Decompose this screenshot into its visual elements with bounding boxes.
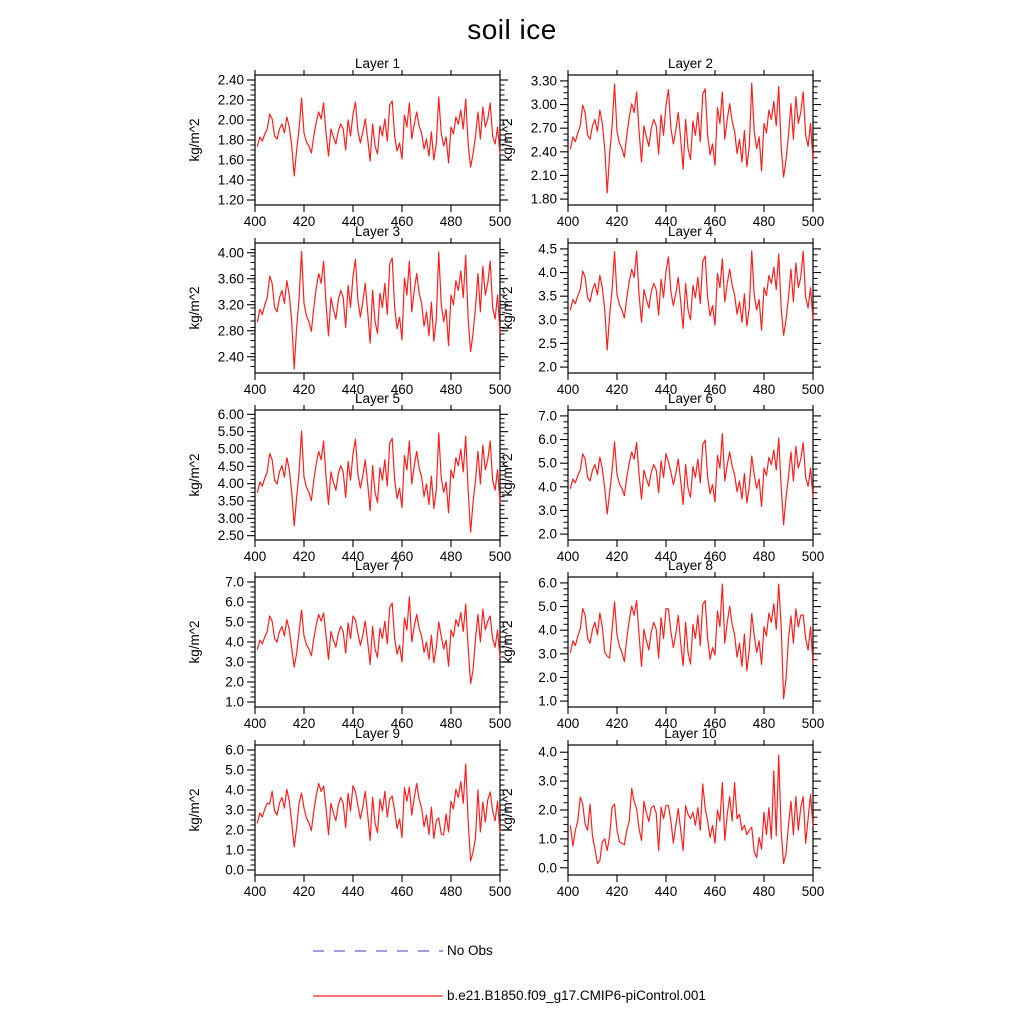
tick-label: 460 xyxy=(390,214,414,229)
panel-title: Layer 8 xyxy=(667,558,714,573)
tick-label: 480 xyxy=(752,382,776,397)
tick-label: 2.40 xyxy=(530,144,557,160)
tick-label: 420 xyxy=(605,716,629,731)
tick-label: 6.0 xyxy=(225,594,244,610)
tick-label: 5.0 xyxy=(225,614,244,630)
tick-label: 500 xyxy=(801,884,825,899)
tick-label: 480 xyxy=(439,716,463,731)
tick-label: 4.0 xyxy=(538,622,557,638)
y-axis-label: kg/m^2 xyxy=(187,453,202,497)
tick-label: 6.0 xyxy=(538,432,557,448)
tick-label: 3.30 xyxy=(530,73,557,89)
tick-label: 3.0 xyxy=(225,802,244,818)
tick-label: 4.50 xyxy=(217,458,244,474)
panel-title: Layer 4 xyxy=(667,224,714,239)
tick-label: 440 xyxy=(341,382,365,397)
panel-title: Layer 2 xyxy=(667,56,714,71)
tick-label: 2.40 xyxy=(217,349,244,365)
tick-label: 460 xyxy=(703,214,727,229)
tick-label: 3.60 xyxy=(217,271,244,287)
tick-label: 400 xyxy=(556,884,580,899)
y-axis-label: kg/m^2 xyxy=(187,286,202,330)
tick-label: 480 xyxy=(752,884,776,899)
tick-label: 4.5 xyxy=(538,241,557,257)
tick-label: 400 xyxy=(243,382,267,397)
tick-label: 400 xyxy=(556,716,580,731)
tick-label: 0.0 xyxy=(225,862,244,878)
tick-label: 480 xyxy=(439,884,463,899)
tick-label: 1.60 xyxy=(217,152,244,168)
series-line xyxy=(257,597,500,684)
plot-frame xyxy=(255,745,500,875)
plot-frame xyxy=(255,243,500,373)
tick-label: 460 xyxy=(703,549,727,564)
tick-label: 500 xyxy=(488,716,512,731)
tick-label: 460 xyxy=(390,382,414,397)
tick-label: 5.0 xyxy=(225,762,244,778)
y-axis-label: kg/m^2 xyxy=(500,788,515,832)
panel-title: Layer 9 xyxy=(354,726,401,741)
tick-label: 1.80 xyxy=(217,132,244,148)
plot-frame xyxy=(255,577,500,707)
y-axis-label: kg/m^2 xyxy=(187,620,202,664)
layer-panel-9 xyxy=(185,722,515,927)
tick-label: 2.0 xyxy=(538,359,557,375)
tick-label: 420 xyxy=(605,382,629,397)
series-line xyxy=(570,434,813,525)
tick-label: 480 xyxy=(439,382,463,397)
tick-label: 440 xyxy=(654,884,678,899)
no-obs-label: No Obs xyxy=(447,943,493,958)
tick-label: 400 xyxy=(556,382,580,397)
tick-label: 480 xyxy=(439,214,463,229)
y-axis-label: kg/m^2 xyxy=(187,118,202,162)
tick-label: 2.0 xyxy=(538,526,557,542)
y-axis-label: kg/m^2 xyxy=(500,118,515,162)
tick-label: 500 xyxy=(801,214,825,229)
tick-label: 500 xyxy=(801,382,825,397)
tick-label: 420 xyxy=(292,549,316,564)
tick-label: 2.0 xyxy=(538,802,557,818)
tick-label: 440 xyxy=(341,549,365,564)
tick-label: 400 xyxy=(243,716,267,731)
tick-label: 3.0 xyxy=(538,312,557,328)
panel-title: Layer 7 xyxy=(354,558,401,573)
tick-label: 3.0 xyxy=(538,646,557,662)
tick-label: 480 xyxy=(752,716,776,731)
series-line xyxy=(570,251,813,350)
tick-label: 3.5 xyxy=(538,288,557,304)
tick-label: 400 xyxy=(243,884,267,899)
tick-label: 460 xyxy=(390,884,414,899)
tick-label: 480 xyxy=(752,214,776,229)
tick-label: 2.80 xyxy=(217,323,244,339)
tick-label: 1.0 xyxy=(538,693,557,709)
plot-frame xyxy=(255,75,500,205)
series-line xyxy=(257,251,500,369)
tick-label: 500 xyxy=(488,382,512,397)
tick-label: 3.20 xyxy=(217,297,244,313)
tick-label: 2.0 xyxy=(538,669,557,685)
tick-label: 440 xyxy=(341,716,365,731)
tick-label: 420 xyxy=(292,382,316,397)
tick-label: 4.0 xyxy=(538,744,557,760)
tick-label: 2.0 xyxy=(225,674,244,690)
tick-label: 3.00 xyxy=(217,510,244,526)
tick-label: 6.0 xyxy=(538,575,557,591)
panel-title: Layer 1 xyxy=(354,56,401,71)
tick-label: 440 xyxy=(654,382,678,397)
tick-label: 460 xyxy=(703,716,727,731)
tick-label: 500 xyxy=(801,716,825,731)
series-line xyxy=(257,764,500,861)
tick-label: 460 xyxy=(703,382,727,397)
panel-title: Layer 6 xyxy=(667,391,714,406)
tick-label: 5.0 xyxy=(538,599,557,615)
tick-label: 420 xyxy=(292,884,316,899)
tick-label: 500 xyxy=(801,549,825,564)
tick-label: 420 xyxy=(292,716,316,731)
panel-title: Layer 10 xyxy=(664,726,717,741)
panel-title: Layer 3 xyxy=(354,224,401,239)
y-axis-label: kg/m^2 xyxy=(500,286,515,330)
tick-label: 1.40 xyxy=(217,172,244,188)
tick-label: 6.0 xyxy=(225,742,244,758)
tick-label: 3.00 xyxy=(530,97,557,113)
page-title: soil ice xyxy=(467,14,557,45)
tick-label: 1.0 xyxy=(225,842,244,858)
tick-label: 2.40 xyxy=(217,72,244,88)
tick-label: 420 xyxy=(605,884,629,899)
tick-label: 2.50 xyxy=(217,528,244,544)
y-axis-label: kg/m^2 xyxy=(500,620,515,664)
tick-label: 500 xyxy=(488,884,512,899)
tick-label: 420 xyxy=(605,214,629,229)
tick-label: 440 xyxy=(654,716,678,731)
panel-title: Layer 5 xyxy=(354,391,401,406)
tick-label: 4.0 xyxy=(225,782,244,798)
tick-label: 5.00 xyxy=(217,441,244,457)
series-line xyxy=(570,83,813,193)
no-obs-line-sample xyxy=(311,945,445,957)
tick-label: 7.0 xyxy=(225,574,244,590)
plot-frame xyxy=(568,577,813,707)
series-line xyxy=(570,755,813,863)
tick-label: 420 xyxy=(605,549,629,564)
series-label: b.e21.B1850.f09_g17.CMIP6-piControl.001 xyxy=(447,988,706,1003)
tick-label: 5.50 xyxy=(217,424,244,440)
tick-label: 400 xyxy=(243,549,267,564)
tick-label: 1.80 xyxy=(530,191,557,207)
tick-label: 4.00 xyxy=(217,476,244,492)
tick-label: 400 xyxy=(556,214,580,229)
tick-label: 3.0 xyxy=(538,773,557,789)
tick-label: 1.0 xyxy=(225,694,244,710)
plot-frame xyxy=(568,410,813,540)
tick-label: 500 xyxy=(488,214,512,229)
plot-frame xyxy=(255,410,500,540)
plot-frame xyxy=(568,745,813,875)
tick-label: 3.0 xyxy=(225,654,244,670)
tick-label: 2.20 xyxy=(217,92,244,108)
y-axis-label: kg/m^2 xyxy=(187,788,202,832)
series-line xyxy=(257,97,500,176)
tick-label: 460 xyxy=(390,549,414,564)
tick-label: 3.50 xyxy=(217,493,244,509)
y-axis-label: kg/m^2 xyxy=(500,453,515,497)
tick-label: 440 xyxy=(654,214,678,229)
tick-label: 440 xyxy=(654,549,678,564)
tick-label: 400 xyxy=(243,214,267,229)
tick-label: 2.00 xyxy=(217,112,244,128)
tick-label: 4.00 xyxy=(217,245,244,261)
tick-label: 480 xyxy=(752,549,776,564)
tick-label: 400 xyxy=(556,549,580,564)
series-line xyxy=(570,584,813,699)
series-line xyxy=(257,431,500,532)
tick-label: 7.0 xyxy=(538,408,557,424)
tick-label: 500 xyxy=(488,549,512,564)
tick-label: 440 xyxy=(341,214,365,229)
tick-label: 0.0 xyxy=(538,860,557,876)
tick-label: 460 xyxy=(703,884,727,899)
tick-label: 5.0 xyxy=(538,455,557,471)
tick-label: 1.20 xyxy=(217,192,244,208)
tick-label: 3.0 xyxy=(538,502,557,518)
tick-label: 480 xyxy=(439,549,463,564)
tick-label: 2.10 xyxy=(530,167,557,183)
plot-frame xyxy=(568,75,813,205)
tick-label: 420 xyxy=(292,214,316,229)
tick-label: 2.0 xyxy=(225,822,244,838)
tick-label: 440 xyxy=(341,884,365,899)
tick-label: 1.0 xyxy=(538,831,557,847)
tick-label: 4.0 xyxy=(538,479,557,495)
series-line-sample xyxy=(311,990,445,1002)
tick-label: 6.00 xyxy=(217,406,244,422)
tick-label: 460 xyxy=(390,716,414,731)
tick-label: 4.0 xyxy=(538,265,557,281)
layer-panel-10 xyxy=(498,722,828,927)
tick-label: 4.0 xyxy=(225,634,244,650)
tick-label: 2.5 xyxy=(538,335,557,351)
tick-label: 2.70 xyxy=(530,120,557,136)
